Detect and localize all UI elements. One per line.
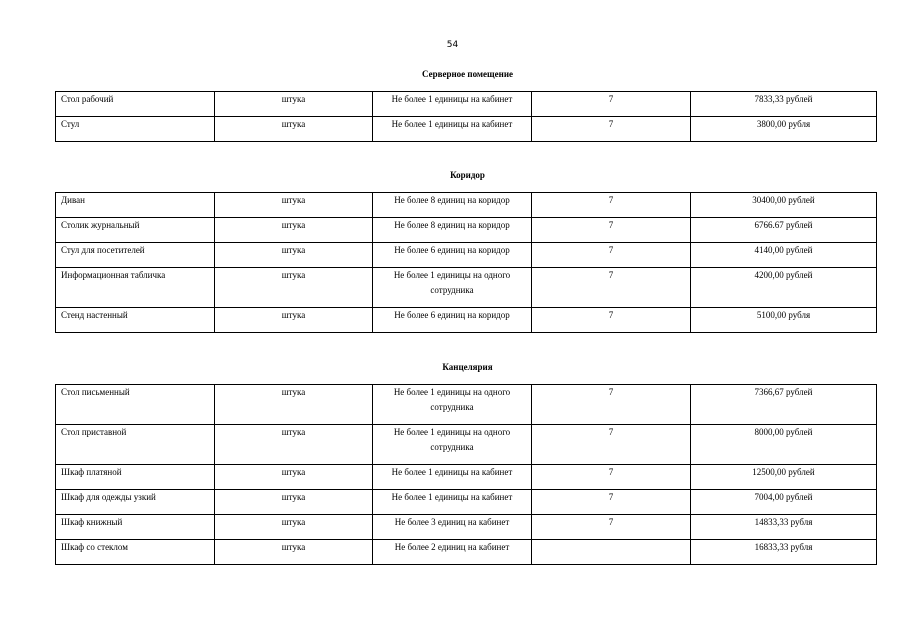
section-title-server-room: Серверное помещение <box>422 69 513 79</box>
chancellery-table <box>55 384 877 565</box>
item-price: 4140,00 рублей <box>691 243 877 268</box>
item-norm: Не более 1 единицы на кабинет <box>373 465 532 490</box>
item-name: Стол письменный <box>56 385 215 425</box>
item-term <box>532 540 691 565</box>
item-price: 8000,00 рублей <box>691 425 877 465</box>
item-price: 7004,00 рублей <box>691 490 877 515</box>
item-name: Стол рабочий <box>56 92 215 117</box>
table-row <box>56 515 877 540</box>
table-row <box>56 385 877 425</box>
item-term: 7 <box>532 385 691 425</box>
item-price: 5100,00 рубля <box>691 308 877 333</box>
item-name: Стул для посетителей <box>56 243 215 268</box>
item-norm: Не более 8 единиц на коридор <box>373 193 532 218</box>
item-term: 7 <box>532 92 691 117</box>
item-norm: Не более 8 единиц на коридор <box>373 218 532 243</box>
item-norm: Не более 1 единицы на одного сотрудника <box>373 385 532 425</box>
table-row <box>56 490 877 515</box>
item-unit: штука <box>215 515 373 540</box>
item-unit: штука <box>215 308 373 333</box>
item-unit: штука <box>215 490 373 515</box>
table-row <box>56 218 877 243</box>
table-row <box>56 92 877 117</box>
item-term: 7 <box>532 425 691 465</box>
item-norm: Не более 6 единиц на коридор <box>373 308 532 333</box>
server-room-table <box>55 91 877 142</box>
item-unit: штука <box>215 425 373 465</box>
section-title-chancellery: Канцелярия <box>442 362 493 372</box>
item-unit: штука <box>215 92 373 117</box>
item-price: 7833,33 рублей <box>691 92 877 117</box>
item-norm: Не более 3 единиц на кабинет <box>373 515 532 540</box>
item-price: 30400,00 рублей <box>691 193 877 218</box>
item-name: Стол приставной <box>56 425 215 465</box>
item-norm: Не более 1 единицы на одного сотрудника <box>373 268 532 308</box>
table-row <box>56 268 877 308</box>
item-unit: штука <box>215 465 373 490</box>
item-norm: Не более 1 единицы на кабинет <box>373 92 532 117</box>
item-price: 6766.67 рублей <box>691 218 877 243</box>
item-term: 7 <box>532 490 691 515</box>
item-norm: Не более 6 единиц на коридор <box>373 243 532 268</box>
item-name: Шкаф для одежды узкий <box>56 490 215 515</box>
item-norm: Не более 1 единицы на кабинет <box>373 117 532 142</box>
item-term: 7 <box>532 308 691 333</box>
item-name: Шкаф платяной <box>56 465 215 490</box>
item-unit: штука <box>215 218 373 243</box>
item-term: 7 <box>532 268 691 308</box>
item-norm: Не более 1 единицы на одного сотрудника <box>373 425 532 465</box>
section-title-corridor: Коридор <box>450 170 485 180</box>
item-unit: штука <box>215 243 373 268</box>
item-term: 7 <box>532 465 691 490</box>
item-unit: штука <box>215 268 373 308</box>
table-row <box>56 243 877 268</box>
item-norm: Не более 1 единицы на кабинет <box>373 490 532 515</box>
page-number: 54 <box>446 40 459 50</box>
item-name: Шкаф со стеклом <box>56 540 215 565</box>
item-term: 7 <box>532 218 691 243</box>
item-price: 3800,00 рубля <box>691 117 877 142</box>
item-name: Столик журнальный <box>56 218 215 243</box>
item-unit: штука <box>215 540 373 565</box>
item-price: 16833,33 рубля <box>691 540 877 565</box>
item-unit: штука <box>215 385 373 425</box>
item-price: 14833,33 рубля <box>691 515 877 540</box>
table-row <box>56 308 877 333</box>
table-row <box>56 117 877 142</box>
item-unit: штука <box>215 193 373 218</box>
item-term: 7 <box>532 243 691 268</box>
item-term: 7 <box>532 193 691 218</box>
table-row <box>56 193 877 218</box>
item-price: 12500,00 рублей <box>691 465 877 490</box>
item-term: 7 <box>532 515 691 540</box>
item-name: Информационная табличка <box>56 268 215 308</box>
table-row <box>56 465 877 490</box>
item-unit: штука <box>215 117 373 142</box>
item-name: Стенд настенный <box>56 308 215 333</box>
item-name: Шкаф книжный <box>56 515 215 540</box>
item-term: 7 <box>532 117 691 142</box>
item-norm: Не более 2 единиц на кабинет <box>373 540 532 565</box>
item-price: 4200,00 рублей <box>691 268 877 308</box>
table-row <box>56 425 877 465</box>
item-price: 7366,67 рублей <box>691 385 877 425</box>
item-name: Диван <box>56 193 215 218</box>
table-row <box>56 540 877 565</box>
corridor-table <box>55 192 877 333</box>
item-name: Стул <box>56 117 215 142</box>
